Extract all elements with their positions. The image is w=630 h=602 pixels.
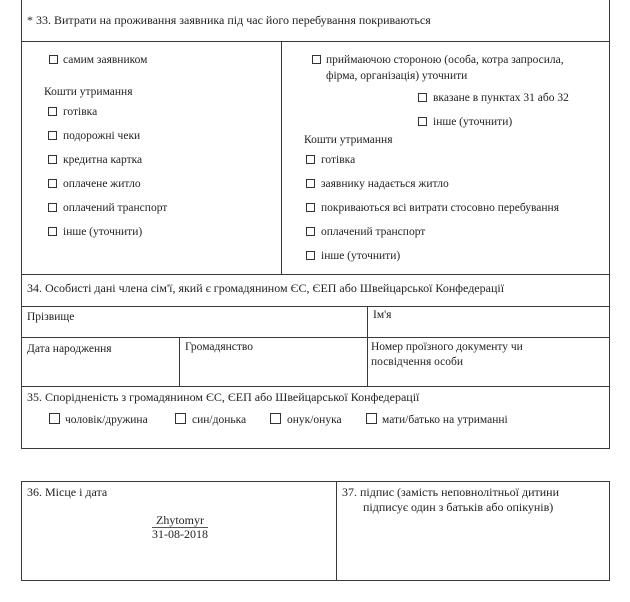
s33-right-checkbox[interactable] [306, 227, 315, 236]
s33-left-checkbox[interactable] [48, 203, 57, 212]
s33-left-checkbox[interactable] [48, 107, 57, 116]
s34-row-line [21, 337, 610, 338]
s34-name-divider [367, 306, 368, 386]
s35-relation-label: мати/батько на утриманні [382, 414, 508, 426]
s33-right-checkbox[interactable] [306, 251, 315, 260]
s33-left-option: інше (уточнити) [63, 226, 143, 238]
s33-left-option: кредитна картка [63, 154, 143, 166]
s33-points-checkbox[interactable] [418, 93, 427, 102]
s35-relation-label: чоловік/дружина [65, 414, 148, 426]
form-bottom-line [21, 448, 610, 449]
form-border-right [609, 0, 610, 449]
s36-bottom-line [21, 580, 610, 581]
s33-host-label-line1: приймаючою стороною (особа, котра запросила, [326, 54, 564, 66]
s37-signature-label-line1: 37. підпис (замість неповнолітньої дитини [342, 485, 559, 499]
s33-means-left-heading: Кошти утримання [44, 86, 133, 98]
form-border-left [21, 0, 22, 449]
s35-title: 35. Спорідненість з громадянином ЄС, ЄЕП або Швейцарської Конфедерації [27, 390, 420, 404]
s33-left-checkbox[interactable] [48, 227, 57, 236]
s33-left-option: подорожні чеки [63, 130, 141, 142]
s34-dob-label: Дата народження [27, 343, 112, 355]
s34-title: 34. Особисті дані члена сім'ї, який є громадянином ЄС, ЄЕП або Швейцарської Конфедерації [27, 281, 505, 295]
s33-title: * 33. Витрати на проживання заявника під час його перебування покриваються [27, 13, 431, 27]
s33-left-checkbox[interactable] [48, 155, 57, 164]
s34-citizenship-label: Громадянство [185, 341, 254, 353]
s36-title: 36. Місце і дата [27, 485, 108, 499]
s33-host-checkbox[interactable] [312, 55, 321, 64]
s34-top-line [21, 274, 610, 275]
s33-other-checkbox[interactable] [418, 117, 427, 126]
s33-points-label: вказане в пунктах 31 або 32 [433, 92, 569, 104]
s33-column-divider [281, 41, 282, 274]
s34-dob-divider [179, 337, 180, 386]
s35-relation-label: син/донька [192, 414, 247, 426]
s34-surname-label: Прізвище [27, 311, 75, 323]
s36-s37-divider [336, 481, 337, 581]
s35-relation-checkbox[interactable] [270, 413, 281, 424]
s33-right-checkbox[interactable] [306, 203, 315, 212]
s33-applicant-checkbox[interactable] [49, 55, 58, 64]
s36-date-value: 31-08-2018 [152, 527, 208, 541]
s35-relation-checkbox[interactable] [175, 413, 186, 424]
s36-left-line [21, 481, 22, 581]
s36-place-value: Zhytomyr [156, 513, 204, 527]
s34-document-label-line2: посвідчення особи [371, 356, 464, 368]
s33-left-option: оплачене житло [63, 178, 141, 190]
s35-relation-checkbox[interactable] [366, 413, 377, 424]
s33-other-label: інше (уточнити) [433, 116, 513, 128]
s35-relation-checkbox[interactable] [49, 413, 60, 424]
s36-top-line [21, 481, 610, 482]
s35-top-line [21, 386, 610, 387]
s35-relation-label: онук/онука [287, 414, 342, 426]
s34-name-label: Ім'я [373, 309, 392, 321]
s33-right-option: оплачений транспорт [321, 226, 426, 238]
s33-left-option: оплачений транспорт [63, 202, 168, 214]
s33-right-option: інше (уточнити) [321, 250, 401, 262]
s33-means-right-heading: Кошти утримання [304, 134, 393, 146]
s33-right-option: покриваються всі витрати стосовно перебування [321, 202, 559, 214]
s33-header-line [21, 41, 610, 42]
s33-left-checkbox[interactable] [48, 179, 57, 188]
s33-left-option: готівка [63, 106, 98, 118]
s34-header-line [21, 306, 610, 307]
s33-right-checkbox[interactable] [306, 179, 315, 188]
s37-signature-label-line2: підписує один з батьків або опікунів) [363, 500, 554, 514]
s33-applicant-label: самим заявником [63, 54, 148, 66]
s33-right-option: готівка [321, 154, 356, 166]
s34-document-label-line1: Номер проїзного документу чи [371, 341, 523, 353]
s33-host-label-line2: фірма, організація) уточнити [326, 70, 468, 82]
s33-right-option: заявнику надається житло [321, 178, 449, 190]
s33-right-checkbox[interactable] [306, 155, 315, 164]
s33-left-checkbox[interactable] [48, 131, 57, 140]
s36-right-line [609, 481, 610, 581]
